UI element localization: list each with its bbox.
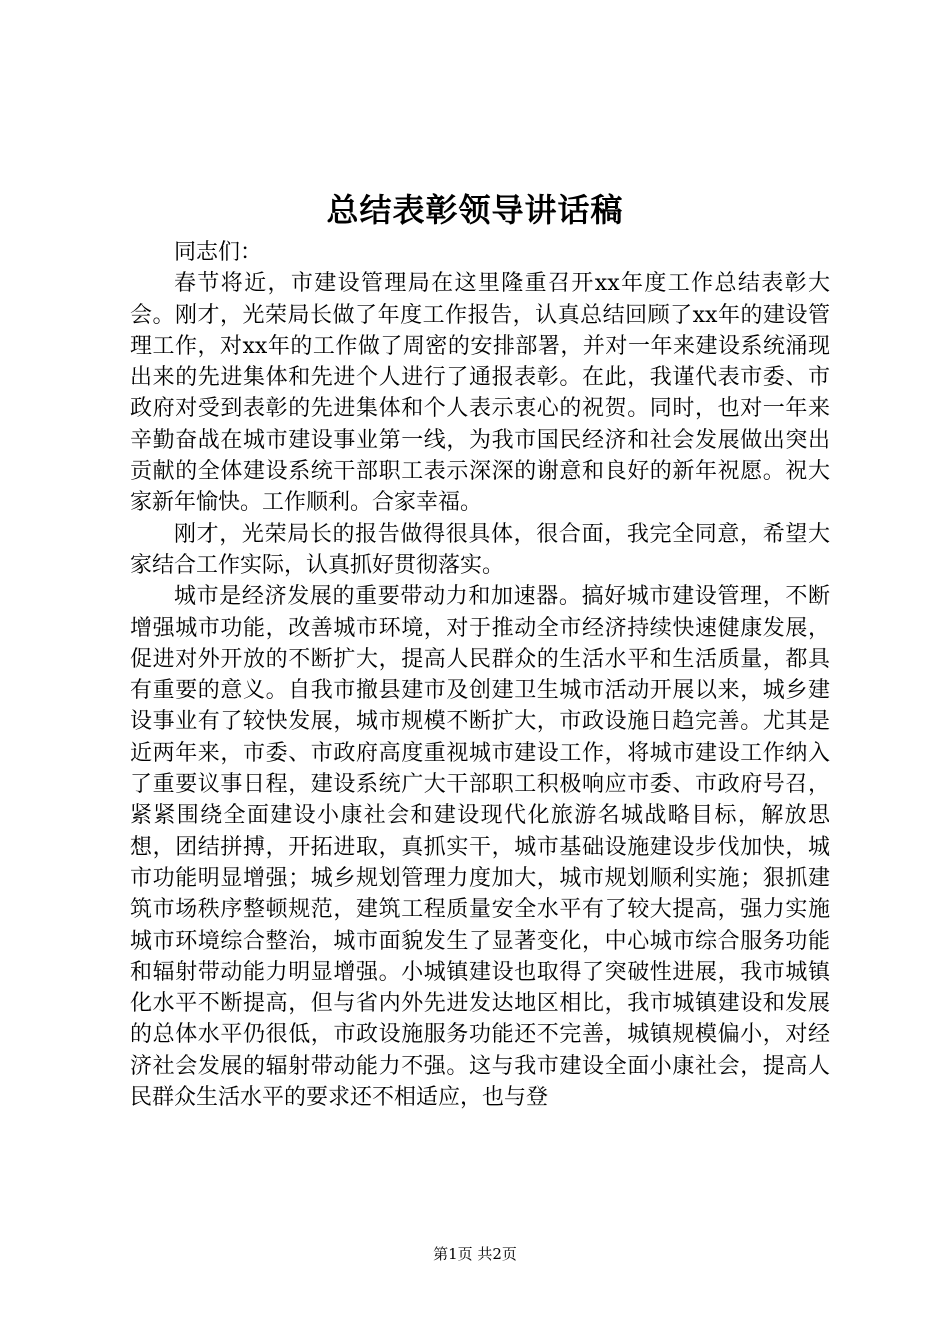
document-body	[130, 237, 830, 1113]
body-paragraph: 城市是经济发展的重要带动力和加速器。搞好城市建设管理，不断增强城市功能，改善城市环境，对于推动全市经济持续快速健康发展，促进对外开放的不断扩大，提高人民群众的生活水平和生活质量，都具有重要的意义。自我市撤县建市及创建卫生城市活动开展以来，城乡建设事业有了较快发展，城市规模不断扩大，市政设施日趋完善。尤其是近两年来，市委、市政府高度重视城市建设工作，将城市建设工作纳入了重要议事日程，建设系统广大干部职工积极响应市委、市政府号召，紧紧围绕全面建设小康社会和建设现代化旅游名城战略目标，解放思想，团结拼搏，开拓进取，真抓实干，城市基础设施建设步伐加快，城市功能明显增强；城乡规划管理力度加大，城市规划顺利实施；狠抓建筑市场秩序整顿规范，建筑工程质量安全水平有了较大提高，强力实施城市环境综合整治，城市面貌发生了显著变化，中心城市综合服务功能和辐射带动能力明显增强。小城镇建设也取得了突破性进展，我市城镇化水平不断提高，但与省内外先进发达地区相比，我市城镇建设和发展的总体水平仍很低，市政设施服务功能还不完善，城镇规模偏小，对经济社会发展的辐射带动能力不强。这与我市建设全面小康社会，提高人民群众生活水平的要求还不相适应，也与登	[130, 584, 830, 1111]
body-paragraph: 春节将近，市建设管理局在这里隆重召开xx年度工作总结表彰大会。刚才，光荣局长做了年度工作报告，认真总结回顾了xx年的建设管理工作，对xx年的工作做了周密的安排部署，并对一年来建设系统涌现出来的先进集体和先进个人进行了通报表彰。在此，我谨代表市委、市政府对受到表彰的先进集体和个人表示衷心的祝贺。同时，也对一年来辛勤奋战在城市建设事业第一线，为我市国民经济和社会发展做出突出贡献的全体建设系统干部职工表示深深的谢意和良好的新年祝愿。祝大家新年愉快。工作顺利。合家幸福。	[130, 271, 830, 516]
page-footer: 第1页 共2页	[433, 1245, 517, 1263]
document-title: 总结表彰领导讲话稿	[326, 191, 624, 229]
salutation-paragraph: 同志们：	[174, 240, 263, 265]
body-paragraph: 刚才，光荣局长的报告做得很具体，很合面，我完全同意，希望大家结合工作实际，认真抓好贯彻落实。	[130, 521, 830, 578]
